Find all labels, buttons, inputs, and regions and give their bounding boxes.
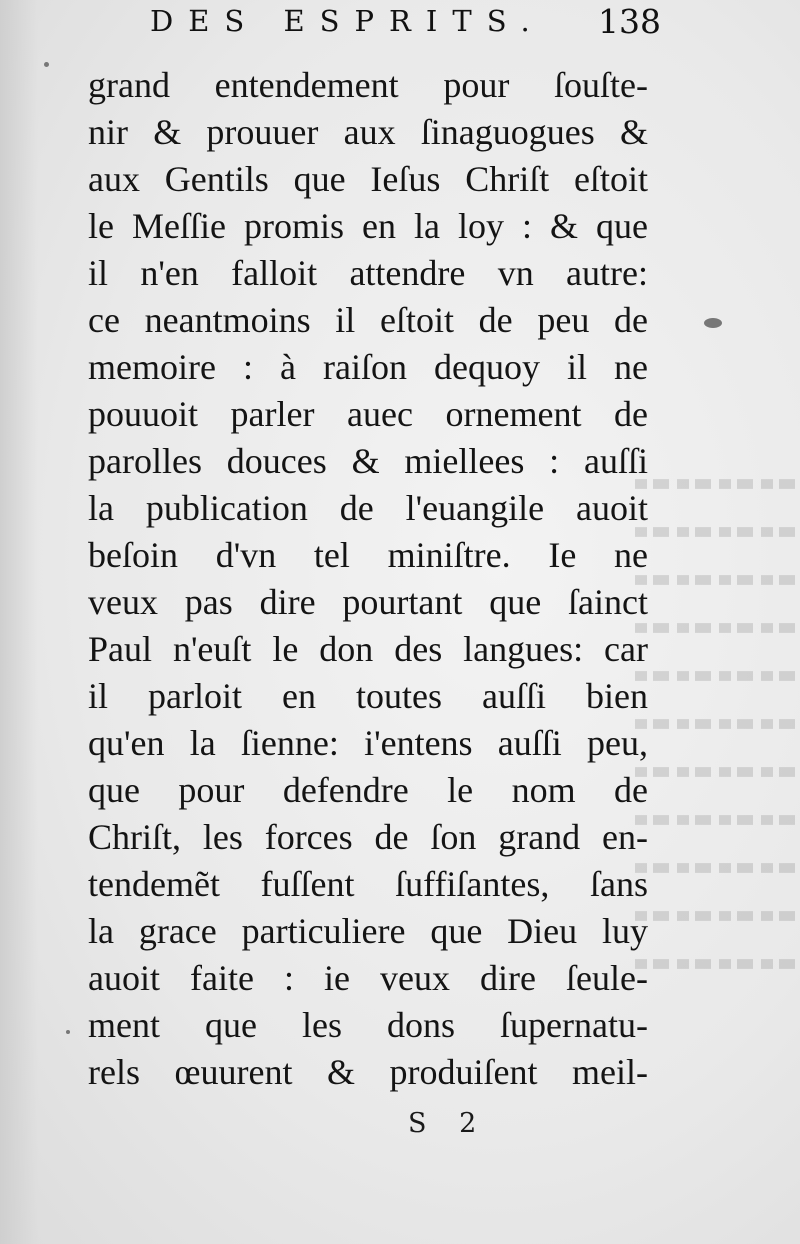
page-gutter-shadow [0,0,38,1244]
text-line: parolles douces & miellees : auſſi [88,441,648,481]
text-line: il n'en falloit attendre vn autre: [88,253,648,293]
text-line: auoit faite : ie veux dire ſeule- [88,958,648,998]
text-line: tendemẽt fuſſent ſuffiſantes, ſans [88,864,648,904]
text-line: la grace particuliere que Dieu luy [88,911,648,951]
show-through-text [635,470,800,1030]
ink-speck [66,1030,70,1034]
running-head: DES ESPRITS. [150,4,545,38]
text-line: Chriſt, les forces de ſon grand en- [88,817,648,857]
body-text [88,62,648,1096]
text-line: ce neantmoins il eſtoit de peu de [88,300,648,340]
text-line: nir & prouuer aux ſinaguogues & [88,112,648,152]
text-line: rels œuurent & produiſent meil- [88,1052,648,1092]
text-line: Paul n'euſt le don des langues: car [88,629,648,669]
text-line: memoire : à raiſon dequoy il ne [88,347,648,387]
signature-mark: S 2 [408,1108,489,1139]
ink-speck [704,318,722,328]
ink-speck [44,62,49,67]
text-line: veux pas dire pourtant que ſainct [88,582,648,622]
text-line: beſoin d'vn tel miniſtre. Ie ne [88,535,648,575]
text-line: il parloit en toutes auſſi bien [88,676,648,716]
text-line: que pour defendre le nom de [88,770,648,810]
text-line: le Meſſie promis en la loy : & que [88,206,648,246]
text-line: aux Gentils que Ieſus Chriſt eſtoit [88,159,648,199]
text-line: pouuoit parler auec ornement de [88,394,648,434]
text-line: la publication de l'euangile auoit [88,488,648,528]
page-number: 138 [598,2,661,41]
text-line: ment que les dons ſupernatu- [88,1005,648,1045]
text-line: grand entendement pour ſouſte- [88,65,648,105]
text-line: qu'en la ſienne: i'entens auſſi peu, [88,723,648,763]
